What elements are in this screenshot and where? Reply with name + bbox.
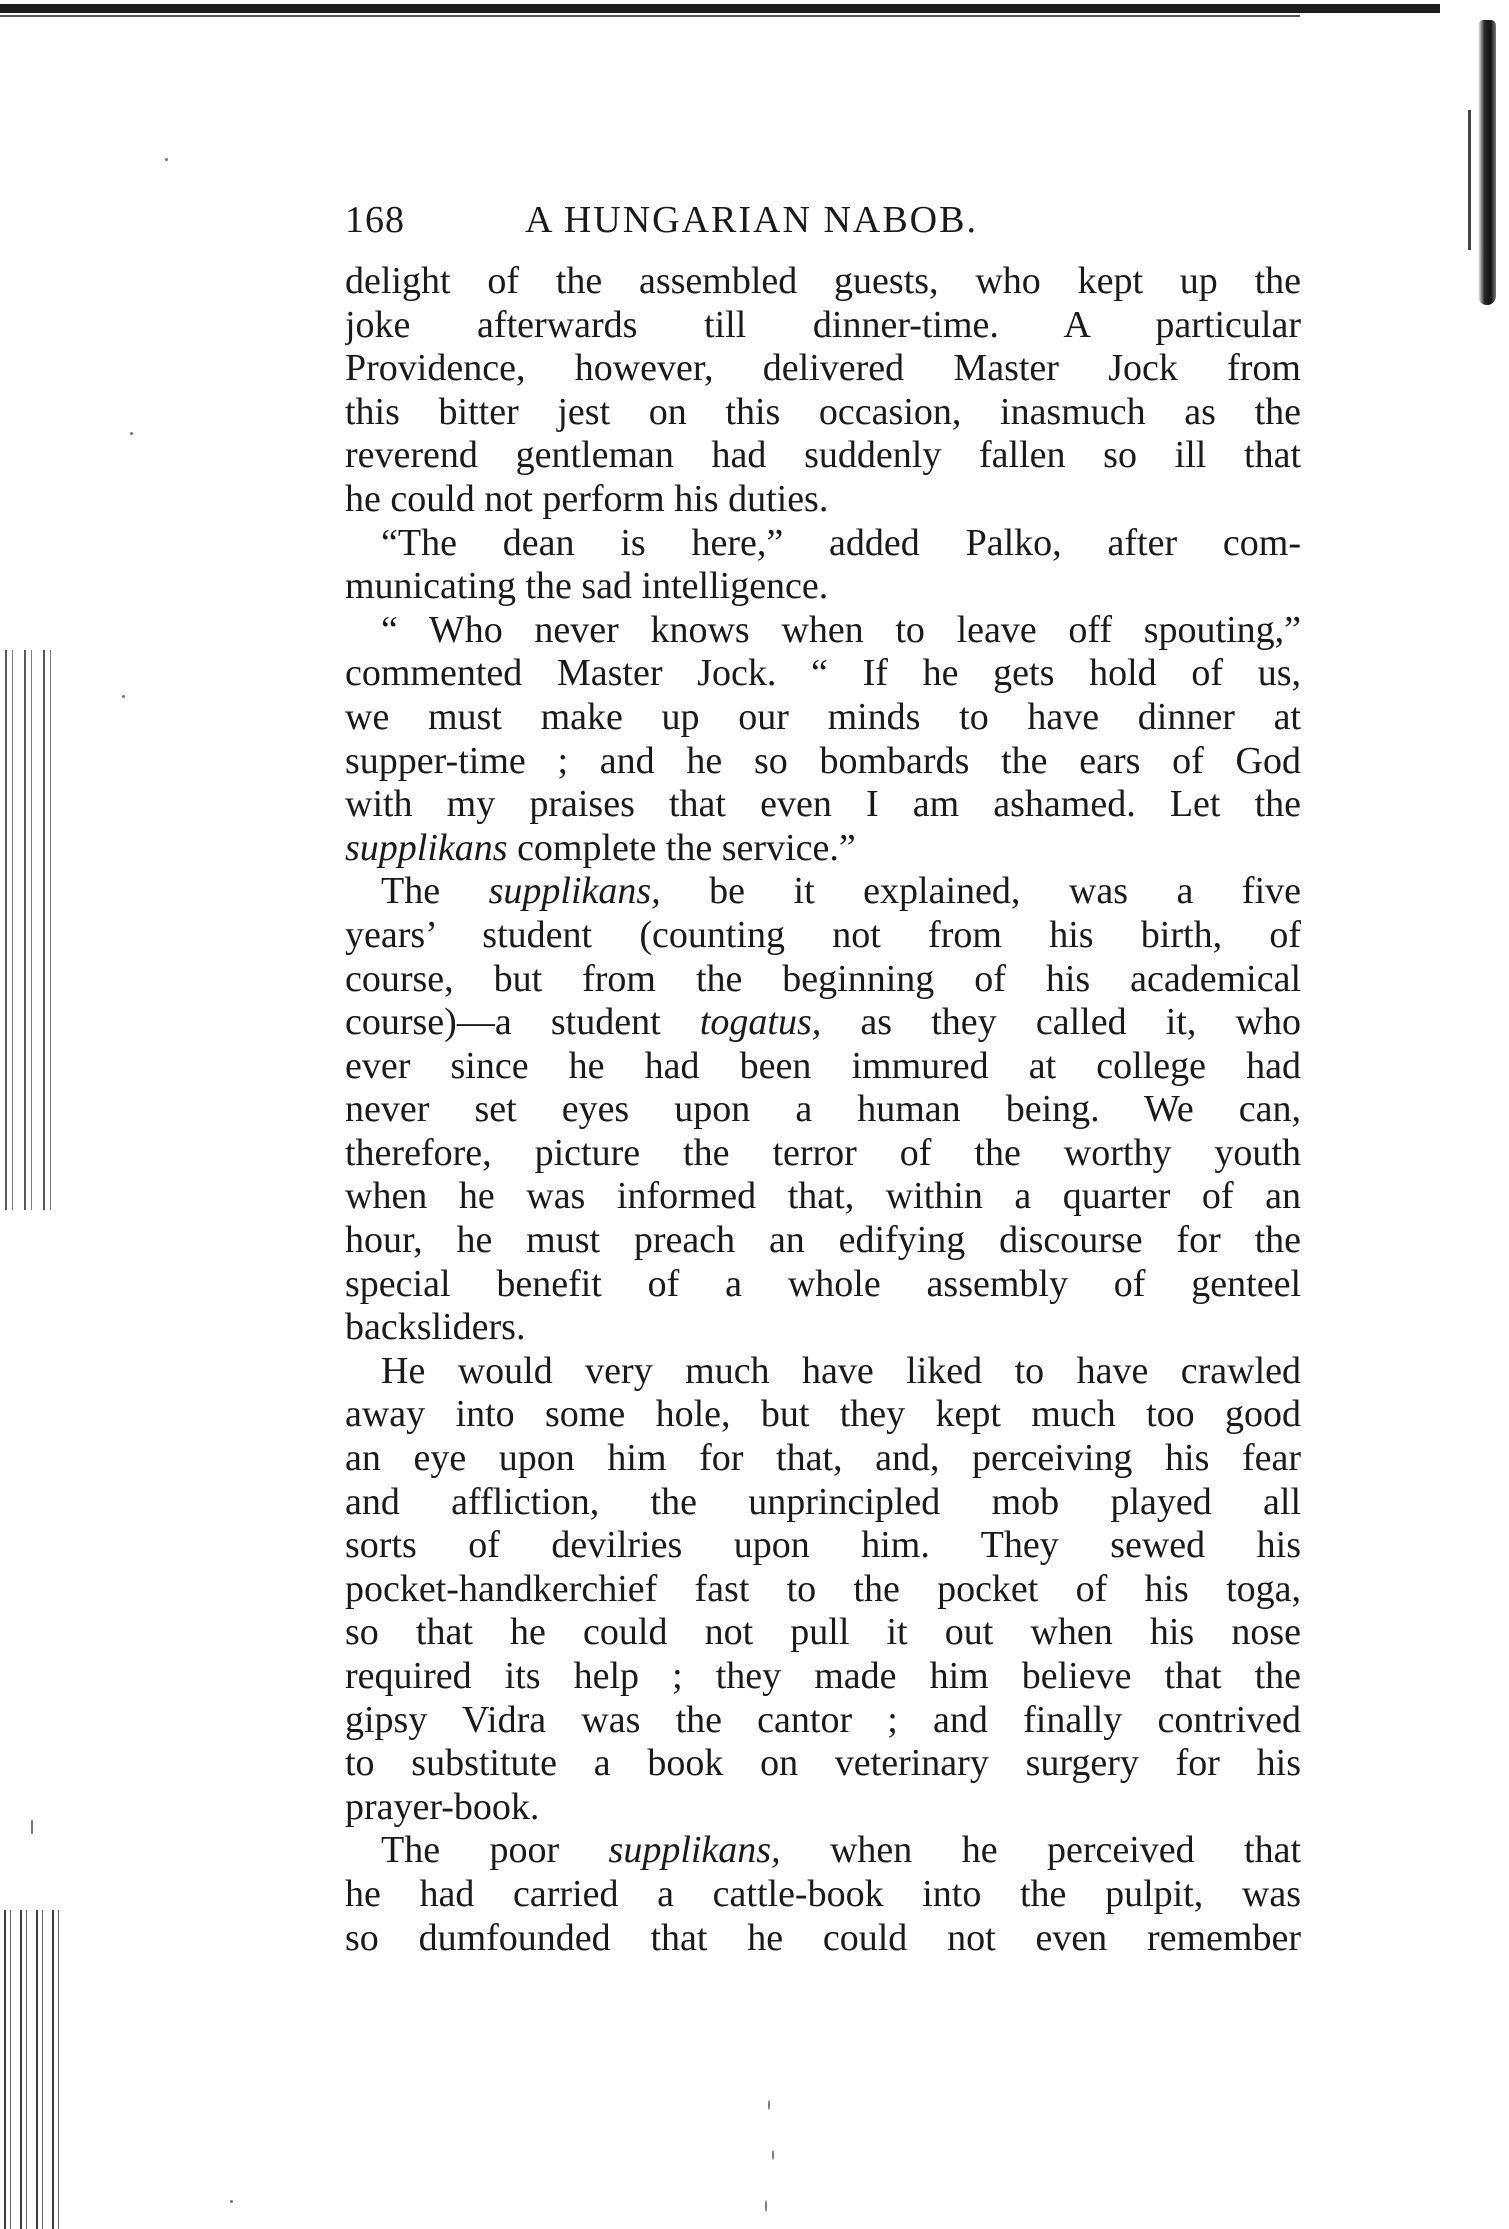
text-segment: away into some hole, but they kept much too good (345, 1393, 1301, 1436)
scan-speck (165, 158, 168, 161)
text-line (345, 434, 1301, 478)
text-line (345, 1437, 1301, 1481)
text-line (345, 1829, 1301, 1873)
text-segment: never set eyes upon a human being. We can, (345, 1088, 1301, 1131)
text-line (345, 1699, 1301, 1743)
text-segment: complete the service.” (507, 826, 856, 869)
text-segment: as they called it, who (821, 1001, 1301, 1044)
text-segment: an eye upon him for that, and, perceiving his fear (345, 1437, 1301, 1480)
text-segment: we must make up our minds to have dinner at (345, 695, 1301, 738)
text-line (345, 1001, 1301, 1045)
text-line (345, 740, 1301, 784)
text-segment: backsliders. (345, 1306, 526, 1349)
text-segment: “ Who never knows when to leave off spouting,” (381, 608, 1301, 651)
book-page (345, 190, 1301, 1960)
text-segment: so that he could not pull it out when his nose (345, 1611, 1301, 1654)
text-line (345, 260, 1301, 304)
text-segment: to substitute a book on veterinary surgery for his (345, 1742, 1301, 1785)
text-segment: ever since he had been immured at college had (345, 1044, 1301, 1087)
text-line (345, 1786, 1301, 1830)
text-line (345, 1611, 1301, 1655)
scan-speck (765, 2200, 767, 2212)
text-segment: he had carried a cattle-book into the pulpit, was (345, 1872, 1301, 1915)
top-page-edge-rule (0, 4, 1440, 13)
italic-text: supplikans (345, 826, 508, 869)
text-segment: required its help ; they made him believe that the (345, 1655, 1301, 1697)
text-line (345, 1219, 1301, 1263)
text-segment: and affliction, the unprincipled mob played all (345, 1480, 1301, 1523)
text-segment: sorts of devilries upon him. They sewed his (345, 1524, 1301, 1567)
scan-speck (130, 432, 133, 435)
text-segment: when he perceived that (780, 1829, 1301, 1872)
text-segment: commented Master Jock. “ If he gets hold of us, (345, 652, 1301, 695)
text-line (345, 914, 1301, 958)
italic-text: supplikans, (488, 870, 661, 913)
text-segment: with my praises that even I am ashamed. Let the (345, 783, 1301, 826)
text-segment: delight of the assembled guests, who kept up the (345, 260, 1301, 302)
text-line (345, 304, 1301, 348)
text-line (345, 870, 1301, 914)
scan-speck (31, 1820, 33, 1834)
text-line (345, 391, 1301, 435)
text-line (345, 1350, 1301, 1394)
right-edge-scan-shadow (1478, 20, 1496, 305)
text-segment: hour, he must preach an edifying discourse for the (345, 1219, 1301, 1262)
text-segment: when he was informed that, within a quarter of an (345, 1175, 1301, 1218)
page-number: 168 (345, 199, 405, 241)
scan-speck (122, 695, 125, 698)
scan-speck (768, 2100, 770, 2110)
text-line (345, 1045, 1301, 1089)
text-segment: course, but from the beginning of his academical (345, 957, 1301, 1000)
text-segment: Providence, however, delivered Master Jock from (345, 347, 1301, 390)
text-line (345, 1175, 1301, 1219)
text-segment: he could not perform his duties. (345, 477, 829, 520)
text-line (345, 609, 1301, 653)
text-segment: “The dean is here,” added Palko, after com- (381, 521, 1301, 564)
text-line (345, 347, 1301, 391)
text-line (345, 565, 1301, 609)
italic-text: togatus, (699, 1001, 822, 1044)
text-line (345, 783, 1301, 827)
text-line (345, 652, 1301, 696)
top-page-edge-thin-rule (0, 15, 1300, 17)
right-edge-scan-line (1468, 110, 1471, 250)
text-segment: be it explained, was a five (660, 870, 1301, 913)
text-line (345, 1873, 1301, 1917)
text-line (345, 478, 1301, 522)
running-title: A HUNGARIAN NABOB. (525, 199, 978, 241)
scan-speck (772, 2150, 774, 2160)
text-segment: therefore, picture the terror of the worthy youth (345, 1131, 1301, 1174)
text-line (345, 1132, 1301, 1176)
text-segment: supper-time ; and he so bombards the ears of God (345, 739, 1301, 782)
text-segment: gipsy Vidra was the cantor ; and finally contrived (345, 1698, 1301, 1741)
text-line (345, 1524, 1301, 1568)
text-segment: so dumfounded that he could not even remember (345, 1916, 1301, 1959)
text-segment: pocket-handkerchief fast to the pocket of his toga, (345, 1567, 1301, 1610)
text-line (345, 522, 1301, 566)
text-line (345, 1742, 1301, 1786)
text-segment: this bitter jest on this occasion, inasmuch as the (345, 390, 1301, 433)
binding-shadow-bottom (0, 1910, 60, 2229)
text-line (345, 1655, 1301, 1699)
binding-shadow-middle (0, 650, 60, 1210)
text-segment: municating the sad intelligence. (345, 565, 829, 608)
italic-text: supplikans, (608, 1829, 781, 1872)
text-segment: special benefit of a whole assembly of genteel (345, 1262, 1301, 1305)
text-line (345, 696, 1301, 740)
text-line (345, 827, 1301, 871)
text-line (345, 1393, 1301, 1437)
text-line (345, 958, 1301, 1002)
text-line (345, 1481, 1301, 1525)
running-head (345, 190, 1301, 250)
text-segment: The (381, 870, 489, 913)
text-line (345, 1568, 1301, 1612)
text-segment: course)—a student (345, 1001, 700, 1044)
text-segment: The poor (381, 1829, 609, 1872)
text-segment: prayer-book. (345, 1785, 540, 1828)
text-segment: He would very much have liked to have crawled (381, 1349, 1301, 1392)
text-line (345, 1263, 1301, 1307)
text-segment: years’ student (counting not from his birth, of (345, 913, 1301, 956)
text-segment: joke afterwards till dinner-time. A particular (345, 303, 1301, 346)
scan-speck (230, 2200, 233, 2203)
body-text (345, 260, 1301, 1960)
text-segment: reverend gentleman had suddenly fallen so ill that (345, 434, 1301, 477)
text-line (345, 1088, 1301, 1132)
text-line (345, 1306, 1301, 1350)
text-line (345, 1917, 1301, 1961)
